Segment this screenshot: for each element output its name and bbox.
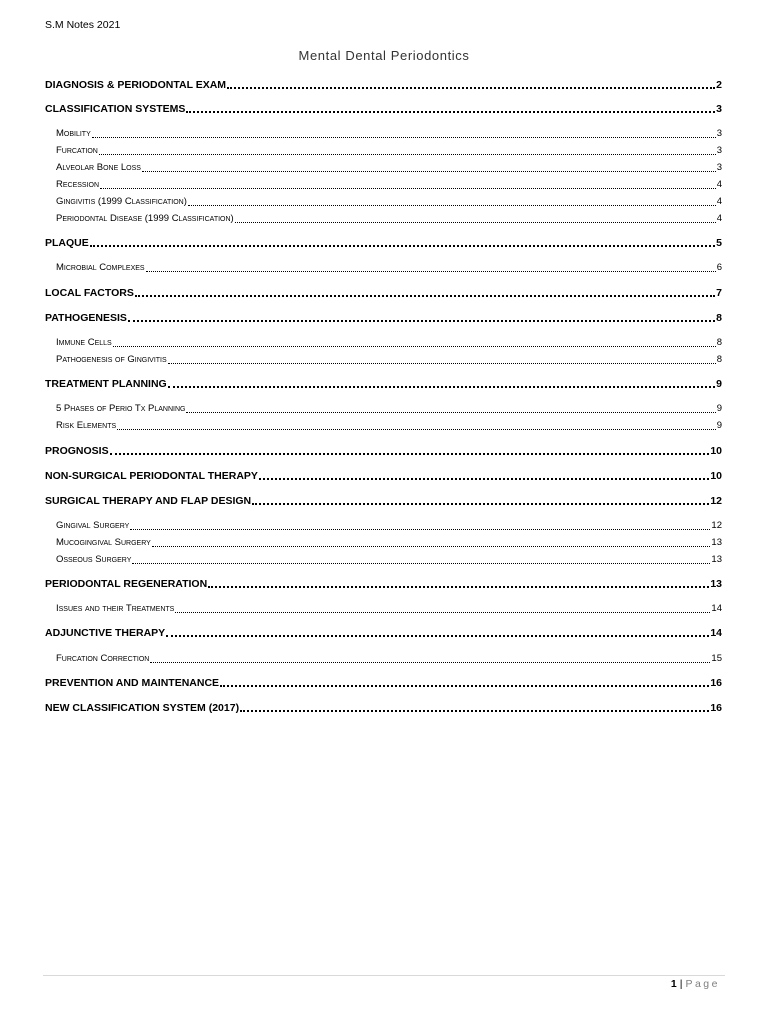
toc-entry-page: 2 bbox=[716, 79, 722, 91]
footer-separator: | bbox=[679, 978, 683, 990]
toc-entry-page: 3 bbox=[716, 103, 722, 115]
toc-dot-leader bbox=[240, 702, 709, 712]
toc-dot-leader bbox=[135, 287, 715, 297]
toc-entry-label: Gingival Surgery bbox=[56, 520, 130, 531]
toc-entry-label: DIAGNOSIS & PERIODONTAL EXAM bbox=[45, 79, 227, 91]
toc-entry-page: 10 bbox=[710, 470, 722, 482]
toc-dot-leader bbox=[150, 653, 710, 663]
toc-entry-page: 3 bbox=[716, 145, 722, 156]
toc-entry-page: 8 bbox=[716, 337, 722, 348]
toc-dot-leader bbox=[100, 179, 716, 189]
toc-entry-label: NEW CLASSIFICATION SYSTEM (2017) bbox=[45, 702, 240, 714]
toc-dot-leader bbox=[130, 520, 710, 530]
toc-entry-page: 14 bbox=[711, 603, 722, 614]
toc-entry-page: 16 bbox=[710, 702, 722, 714]
toc-entry-page: 13 bbox=[711, 554, 722, 565]
toc-entry[interactable] bbox=[45, 626, 722, 640]
toc-entry[interactable] bbox=[45, 78, 722, 92]
toc-entry[interactable] bbox=[45, 144, 722, 158]
page-number: 1 bbox=[670, 978, 677, 990]
toc-entry[interactable] bbox=[45, 195, 722, 209]
toc-entry[interactable] bbox=[45, 353, 722, 367]
toc-entry-page: 13 bbox=[710, 578, 722, 590]
page-footer bbox=[671, 978, 720, 990]
toc-dot-leader bbox=[252, 495, 709, 505]
toc-entry[interactable] bbox=[45, 178, 722, 192]
toc-entry-label: LOCAL FACTORS bbox=[45, 287, 134, 299]
toc-dot-leader bbox=[186, 403, 715, 413]
toc-dot-leader bbox=[259, 470, 709, 480]
toc-entry-label: Recession bbox=[56, 179, 100, 190]
toc-entry-label: NON-SURGICAL PERIODONTAL THERAPY bbox=[45, 470, 258, 482]
toc-entry[interactable] bbox=[45, 553, 722, 567]
toc-entry-page: 6 bbox=[716, 262, 722, 273]
toc-entry-label: PLAQUE bbox=[45, 237, 89, 249]
toc-entry[interactable] bbox=[45, 602, 722, 616]
toc-entry-label: 5 Phases of Perio Tx Planning bbox=[56, 403, 186, 414]
toc-entry-page: 15 bbox=[711, 653, 722, 664]
toc-entry-label: Pathogenesis of Gingivitis bbox=[56, 354, 167, 365]
toc-entry-label: Risk Elements bbox=[56, 420, 117, 431]
toc-entry-page: 10 bbox=[710, 445, 722, 457]
toc-entry[interactable] bbox=[45, 444, 722, 458]
toc-entry-label: TREATMENT PLANNING bbox=[45, 378, 167, 390]
toc-entry[interactable] bbox=[45, 577, 722, 591]
toc-entry-page: 13 bbox=[711, 537, 722, 548]
header-note: S.M Notes 2021 bbox=[45, 19, 121, 31]
toc-entry[interactable] bbox=[45, 402, 722, 416]
toc-entry[interactable] bbox=[45, 701, 722, 715]
toc-entry-label: PROGNOSIS bbox=[45, 445, 109, 457]
toc-entry-page: 16 bbox=[710, 677, 722, 689]
toc-entry[interactable] bbox=[45, 127, 722, 141]
toc-dot-leader bbox=[168, 378, 715, 388]
toc-entry-page: 12 bbox=[711, 520, 722, 531]
footer-divider bbox=[43, 975, 725, 976]
toc-dot-leader bbox=[166, 627, 709, 637]
toc-dot-leader bbox=[90, 237, 715, 247]
toc-entry-label: Microbial Complexes bbox=[56, 262, 145, 273]
toc-entry-page: 3 bbox=[716, 128, 722, 139]
toc-dot-leader bbox=[186, 103, 715, 113]
toc-dot-leader bbox=[152, 537, 711, 547]
toc-entry-label: Osseous Surgery bbox=[56, 554, 132, 565]
toc-entry[interactable] bbox=[45, 377, 722, 391]
toc-entry-page: 9 bbox=[716, 420, 722, 431]
toc-entry[interactable] bbox=[45, 536, 722, 550]
toc-entry[interactable] bbox=[45, 652, 722, 666]
toc-entry[interactable] bbox=[45, 261, 722, 275]
toc-entry-page: 5 bbox=[716, 237, 722, 249]
toc-entry-label: Alveolar Bone Loss bbox=[56, 162, 141, 173]
toc-entry[interactable] bbox=[45, 236, 722, 250]
document-title: Mental Dental Periodontics bbox=[298, 48, 470, 63]
toc-entry-label: CLASSIFICATION SYSTEMS bbox=[45, 103, 186, 115]
toc-dot-leader bbox=[175, 603, 710, 613]
toc-entry-page: 3 bbox=[716, 162, 722, 173]
toc-entry-label: Mobility bbox=[56, 128, 91, 139]
toc-entry-label: Furcation bbox=[56, 145, 98, 156]
toc-entry-page: 8 bbox=[716, 312, 722, 324]
toc-entry[interactable] bbox=[45, 311, 722, 325]
toc-entry-page: 8 bbox=[716, 354, 722, 365]
toc-entry[interactable] bbox=[45, 102, 722, 116]
toc-entry-label: Furcation Correction bbox=[56, 653, 150, 664]
toc-entry[interactable] bbox=[45, 519, 722, 533]
toc-dot-leader bbox=[146, 262, 716, 272]
toc-dot-leader bbox=[110, 445, 710, 455]
toc-entry-label: Immune Cells bbox=[56, 337, 112, 348]
toc-entry[interactable] bbox=[45, 336, 722, 350]
toc-entry-label: Mucogingival Surgery bbox=[56, 537, 151, 548]
toc-dot-leader bbox=[227, 79, 715, 89]
toc-entry-label: Periodontal Disease (1999 Classification) bbox=[56, 213, 234, 224]
toc-entry-label: PATHOGENESIS bbox=[45, 312, 127, 324]
toc-entry-label: Issues and their Treatments bbox=[56, 603, 175, 614]
toc-entry-page: 12 bbox=[710, 495, 722, 507]
toc-entry-label: PREVENTION AND MAINTENANCE bbox=[45, 677, 220, 689]
toc-dot-leader bbox=[168, 354, 716, 364]
toc-entry-page: 9 bbox=[716, 378, 722, 390]
toc-entry[interactable] bbox=[45, 286, 722, 300]
toc-entry[interactable] bbox=[45, 676, 722, 690]
toc-entry-page: 4 bbox=[716, 213, 722, 224]
toc-entry-label: PERIODONTAL REGENERATION bbox=[45, 578, 208, 590]
toc-entry[interactable] bbox=[45, 212, 722, 226]
toc-dot-leader bbox=[117, 420, 716, 430]
toc-dot-leader bbox=[220, 677, 709, 687]
toc-entry[interactable] bbox=[45, 419, 722, 433]
toc-dot-leader bbox=[142, 162, 716, 172]
toc-entry[interactable] bbox=[45, 469, 722, 483]
page-word: Page bbox=[685, 978, 720, 990]
toc-entry-page: 4 bbox=[716, 179, 722, 190]
toc-entry-label: SURGICAL THERAPY AND FLAP DESIGN bbox=[45, 495, 252, 507]
toc-entry-page: 9 bbox=[716, 403, 722, 414]
toc-entry[interactable] bbox=[45, 161, 722, 175]
toc-dot-leader bbox=[99, 145, 716, 155]
toc-dot-leader bbox=[92, 128, 716, 138]
toc-entry-page: 7 bbox=[716, 287, 722, 299]
toc-dot-leader bbox=[132, 554, 710, 564]
toc-entry[interactable] bbox=[45, 494, 722, 508]
toc-entry-page: 4 bbox=[716, 196, 722, 207]
toc-dot-leader bbox=[208, 578, 709, 588]
toc-dot-leader bbox=[235, 213, 716, 223]
toc-dot-leader bbox=[128, 312, 715, 322]
toc-entry-label: ADJUNCTIVE THERAPY bbox=[45, 627, 166, 639]
toc-dot-leader bbox=[113, 337, 716, 347]
toc-dot-leader bbox=[188, 196, 716, 206]
toc-entry-label: Gingivitis (1999 Classification) bbox=[56, 196, 187, 207]
toc-entry-page: 14 bbox=[710, 627, 722, 639]
